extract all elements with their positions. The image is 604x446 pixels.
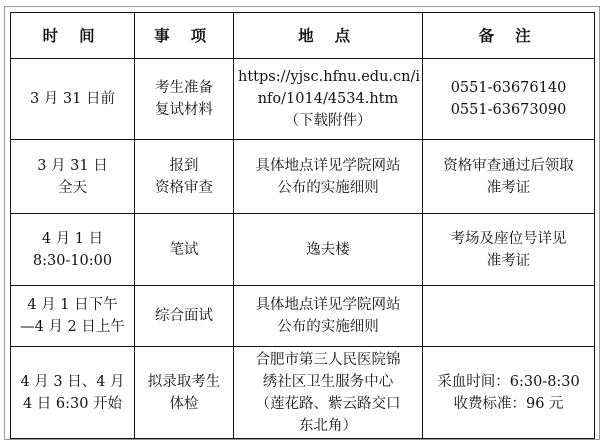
header-row: [11, 13, 595, 59]
header-time: 时 间: [11, 13, 135, 59]
item-cell: [135, 214, 234, 286]
item-cell: [135, 140, 234, 214]
note-line: 准考证: [486, 179, 531, 196]
table-row: [11, 214, 595, 286]
header-item: 事 项: [135, 13, 234, 59]
time-line: 8:30-10:00: [32, 252, 113, 269]
place-cell: [234, 59, 423, 140]
table-row: [11, 347, 595, 439]
time-cell: [11, 59, 135, 140]
time-cell: [11, 214, 135, 286]
item-cell: [135, 286, 234, 347]
phone-line: 0551-63676140: [450, 80, 567, 96]
header-place: 地 点: [234, 13, 423, 59]
note-line: 考场及座位号详见: [450, 230, 567, 247]
schedule-table: [10, 12, 595, 439]
place-line: （下载附件）: [284, 113, 372, 129]
note-line: 资格审查通过后领取: [443, 157, 574, 174]
item-cell: [135, 59, 234, 140]
place-line: 东北角）: [299, 417, 357, 434]
place-cell: [234, 214, 423, 286]
url-line[interactable]: https://yjsc.hfnu.edu.cn/i: [238, 69, 421, 85]
item-cell: [135, 347, 234, 439]
note-cell: [423, 286, 595, 347]
item-line: 笔试: [169, 241, 199, 258]
time-cell: [11, 286, 135, 347]
note-line: 采血时间：6:30-8:30: [437, 373, 580, 390]
note-cell: [423, 140, 595, 214]
note-cell: [423, 347, 595, 439]
time-line: 4 日 6:30 开始: [22, 395, 123, 412]
place-line: 具体地点详见学院网站: [255, 297, 401, 313]
place-cell: [234, 140, 423, 214]
item-line: 报到: [169, 157, 199, 174]
place-cell: [234, 347, 423, 439]
item-line: 复试材料: [155, 102, 213, 118]
item-line: 资格审查: [155, 179, 213, 196]
table-row: [11, 140, 595, 214]
item-line: 体检: [169, 395, 199, 412]
note-line: 准考证: [486, 252, 531, 269]
item-line: 考生准备: [155, 80, 213, 96]
time-line: 4 月 1 日: [41, 230, 104, 247]
item-line: 拟录取考生: [147, 373, 221, 390]
url-line[interactable]: nfo/1014/4534.htm: [257, 91, 399, 107]
note-cell: [423, 214, 595, 286]
time-line: 3 月 31 日: [37, 157, 108, 174]
time-line: 全天: [58, 179, 87, 196]
phone-line: 0551-63673090: [450, 102, 567, 118]
place-line: 公布的实施细则: [277, 179, 379, 196]
place-line: 合肥市第三人民医院锦: [255, 351, 401, 368]
note-cell: [423, 59, 595, 140]
table-row: [11, 286, 595, 347]
time-cell: [11, 347, 135, 439]
time-line: 3 月 31 日前: [29, 91, 115, 107]
time-line: —4 月 2 日上午: [20, 319, 125, 335]
place-line: 公布的实施细则: [277, 319, 379, 335]
time-cell: [11, 140, 135, 214]
place-cell: [234, 286, 423, 347]
place-line: （莲花路、紫云路交口: [255, 395, 401, 412]
time-line: 4 月 3 日、4 月: [20, 373, 125, 390]
place-line: 绣社区卫生服务中心: [262, 373, 394, 390]
place-line: 具体地点详见学院网站: [255, 157, 401, 174]
table-row: [11, 59, 595, 140]
item-line: 综合面试: [155, 308, 213, 324]
time-line: 4 月 1 日下午: [27, 297, 118, 313]
note-line: 收费标准：96 元: [453, 395, 564, 412]
place-line: 逸夫楼: [306, 241, 350, 258]
header-note: 备 注: [423, 13, 595, 59]
